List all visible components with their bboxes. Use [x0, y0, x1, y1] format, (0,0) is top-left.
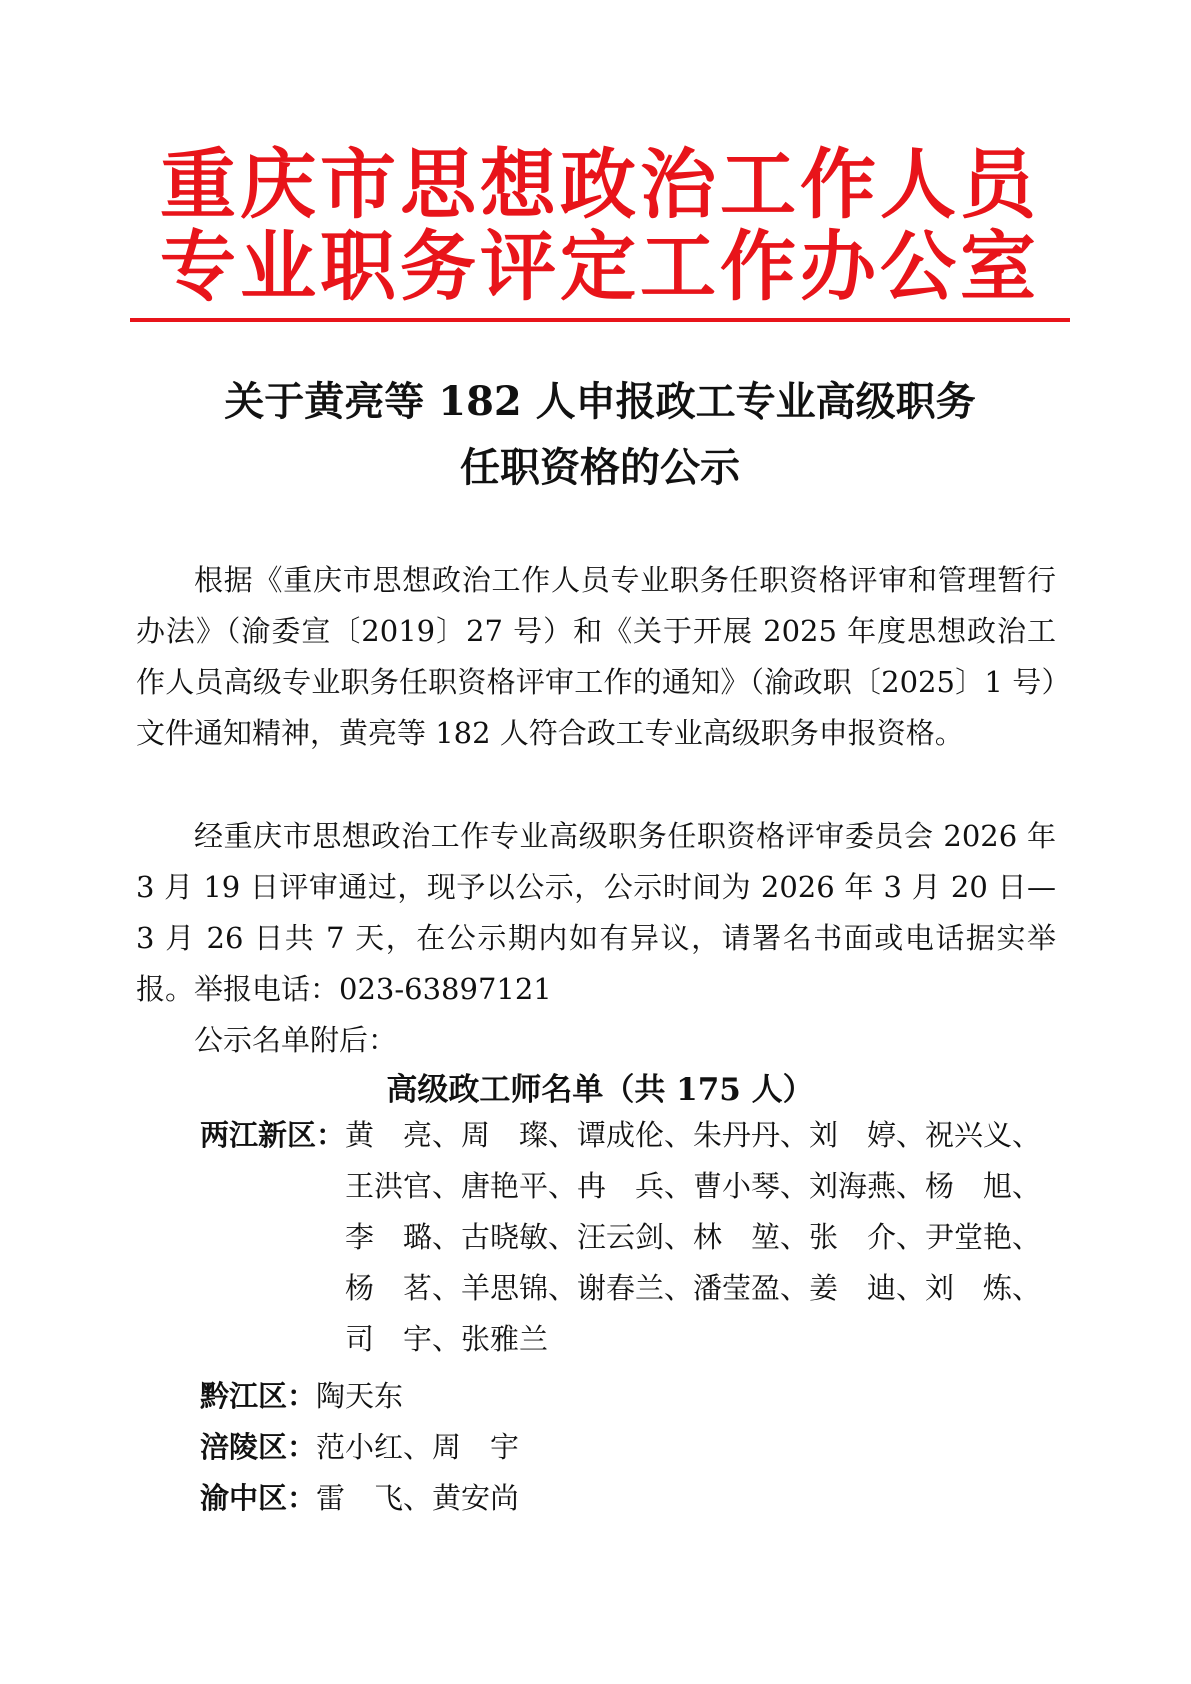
name-list-title: 高级政工师名单（共 175 人）: [386, 1072, 814, 1108]
district-names: 雷 飞、黄安尚: [316, 1481, 520, 1515]
document-title-line-2: 任职资格的公示: [460, 444, 740, 491]
district-names: 范小红、周 宇: [316, 1430, 520, 1464]
district-label: 渝中区：: [200, 1481, 317, 1515]
district-names: 陶天东: [316, 1379, 404, 1413]
district-row-liangjiang: [200, 1110, 1060, 1365]
issuer-header-line-2: 专业职务评定工作办公室: [160, 222, 1040, 311]
district-row-yuzhong: [200, 1473, 1060, 1524]
district-names: 黄 亮、周 璨、谭成伦、朱丹丹、刘 婷、祝兴义、王洪官、唐艳平、冉 兵、曹小琴、刘海燕、杨 旭、李 璐、古晓敏、汪云剑、林 堃、张 介、尹堂艳、杨 茗、羊思锦、谢春兰、潘莹盈、姜 迪、刘 炼、司 宇、张雅兰: [345, 1118, 1042, 1356]
red-divider-line: [130, 318, 1070, 322]
district-label: 涪陵区：: [200, 1430, 317, 1464]
body-paragraph-1: 根据《重庆市思想政治工作人员专业职务任职资格评审和管理暂行办法》（渝委宣〔2019〕27 号）和《关于开展 2025 年度思想政治工作人员高级专业职务任职资格评审工作的通知》（渝政职〔2025〕1 号）文件通知精神，黄亮等 182 人符合政工专业高级职务申报资格。: [136, 563, 1056, 750]
issuer-header-line-1: 重庆市思想政治工作人员: [160, 140, 1040, 229]
body-paragraph-3: 公示名单附后：: [194, 1023, 398, 1057]
document-title-line-1: 关于黄亮等 182 人申报政工专业高级职务: [224, 378, 976, 425]
district-row-fuling: [200, 1422, 1060, 1473]
body-paragraph-2: 经重庆市思想政治工作专业高级职务任职资格评审委员会 2026 年 3 月 19 日评审通过，现予以公示，公示时间为 2026 年 3 月 20 日—3 月 26 日共 7 天，在公示期内如有异议，请署名书面或电话据实举报。举报电话：023-63897121: [136, 819, 1056, 1006]
district-row-qianjiang: [200, 1371, 1060, 1422]
district-label: 两江新区：: [200, 1118, 346, 1152]
district-label: 黔江区：: [200, 1379, 317, 1413]
